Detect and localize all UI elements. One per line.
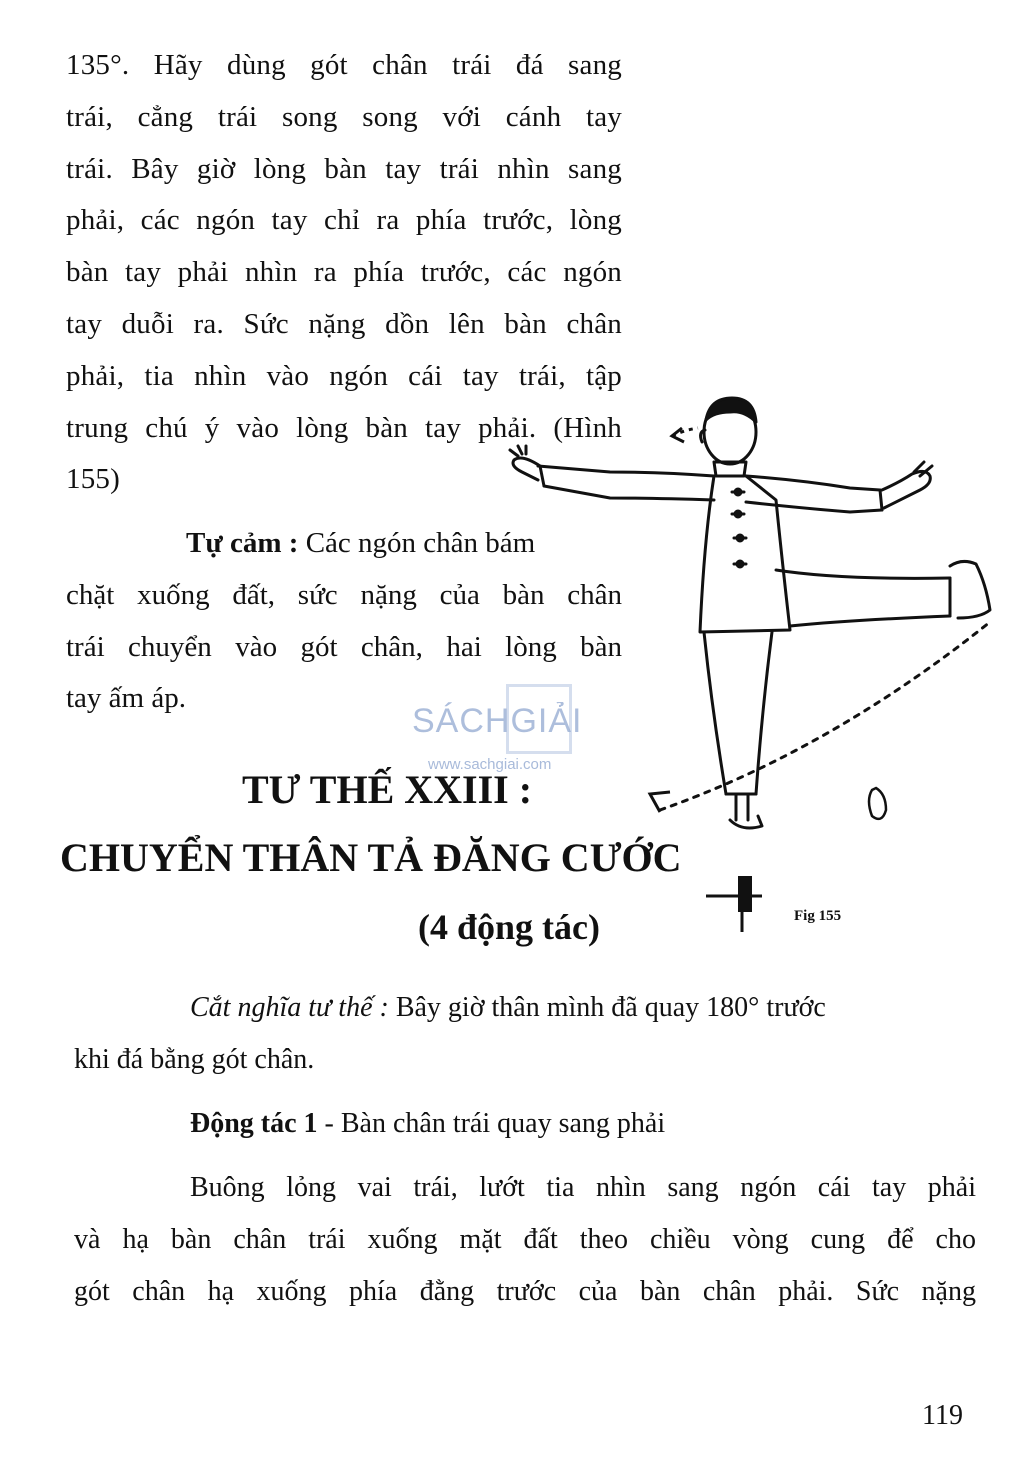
section-title-1: TƯ THẾ XXIII :	[242, 767, 533, 812]
explain-label: Cắt nghĩa tư thế :	[190, 992, 389, 1023]
text-line: Buông lỏng vai trái, lướt tia nhìn sang ngón cái tay phải	[190, 1172, 976, 1203]
move-paragraph	[74, 1162, 976, 1318]
text-line: trái. Bây giờ lòng bàn tay trái nhìn sang	[66, 152, 622, 185]
watermark-url: www.sachgiai.com	[428, 756, 552, 773]
move-heading-line	[74, 1098, 976, 1150]
text-line: và hạ bàn chân trái xuống mặt đất theo chiều vòng cung để cho	[74, 1224, 976, 1255]
text-line: 135°. Hãy dùng gót chân trái đá sang	[66, 49, 622, 81]
text-line: 155)	[66, 463, 120, 496]
move-text: - Bàn chân trái quay sang phải	[317, 1108, 666, 1139]
text-line: bàn tay phải nhìn ra phía trước, các ngón	[66, 256, 622, 289]
figure-caption: Fig 155	[794, 908, 842, 924]
page-number: 119	[922, 1400, 963, 1431]
section-title-2: CHUYỂN THÂN TẢ ĐĂNG CƯỚC	[60, 835, 682, 880]
text-line: tay duỗi ra. Sức nặng dồn lên bàn chân	[66, 307, 622, 340]
text-line: trái chuyển vào gót chân, hai lòng bàn	[66, 630, 622, 663]
explain-line-1	[74, 982, 976, 1034]
move-heading-paragraph	[74, 1098, 976, 1150]
text-line: gót chân hạ xuống phía đằng trước của bàn chân phải. Sức nặng	[74, 1276, 976, 1307]
explain-text: Bây giờ thân mình đã quay 180° trước	[395, 992, 826, 1023]
explain-paragraph	[74, 982, 976, 1086]
text-line: phải, tia nhìn vào ngón cái tay trái, tập	[66, 359, 622, 392]
text-line: trung chú ý vào lòng bàn tay phải. (Hình	[66, 411, 622, 444]
section-subtitle: (4 động tác)	[418, 907, 600, 947]
tu-cam-label: Tự cảm :	[186, 527, 299, 559]
text-line: tay ấm áp.	[66, 682, 186, 715]
watermark-brand: SÁCHGIẢI	[412, 702, 583, 740]
move-label: Động tác 1	[190, 1108, 318, 1139]
tu-cam-first-text: Các ngón chân bám	[305, 527, 536, 559]
text-line: chặt xuống đất, sức nặng của bàn chân	[66, 578, 622, 611]
text-line: phải, các ngón tay chỉ ra phía trước, lòng	[66, 204, 622, 237]
text-line: trái, cẳng trái song song với cánh tay	[66, 100, 622, 133]
explain-line-2: khi đá bằng gót chân.	[74, 1044, 315, 1075]
